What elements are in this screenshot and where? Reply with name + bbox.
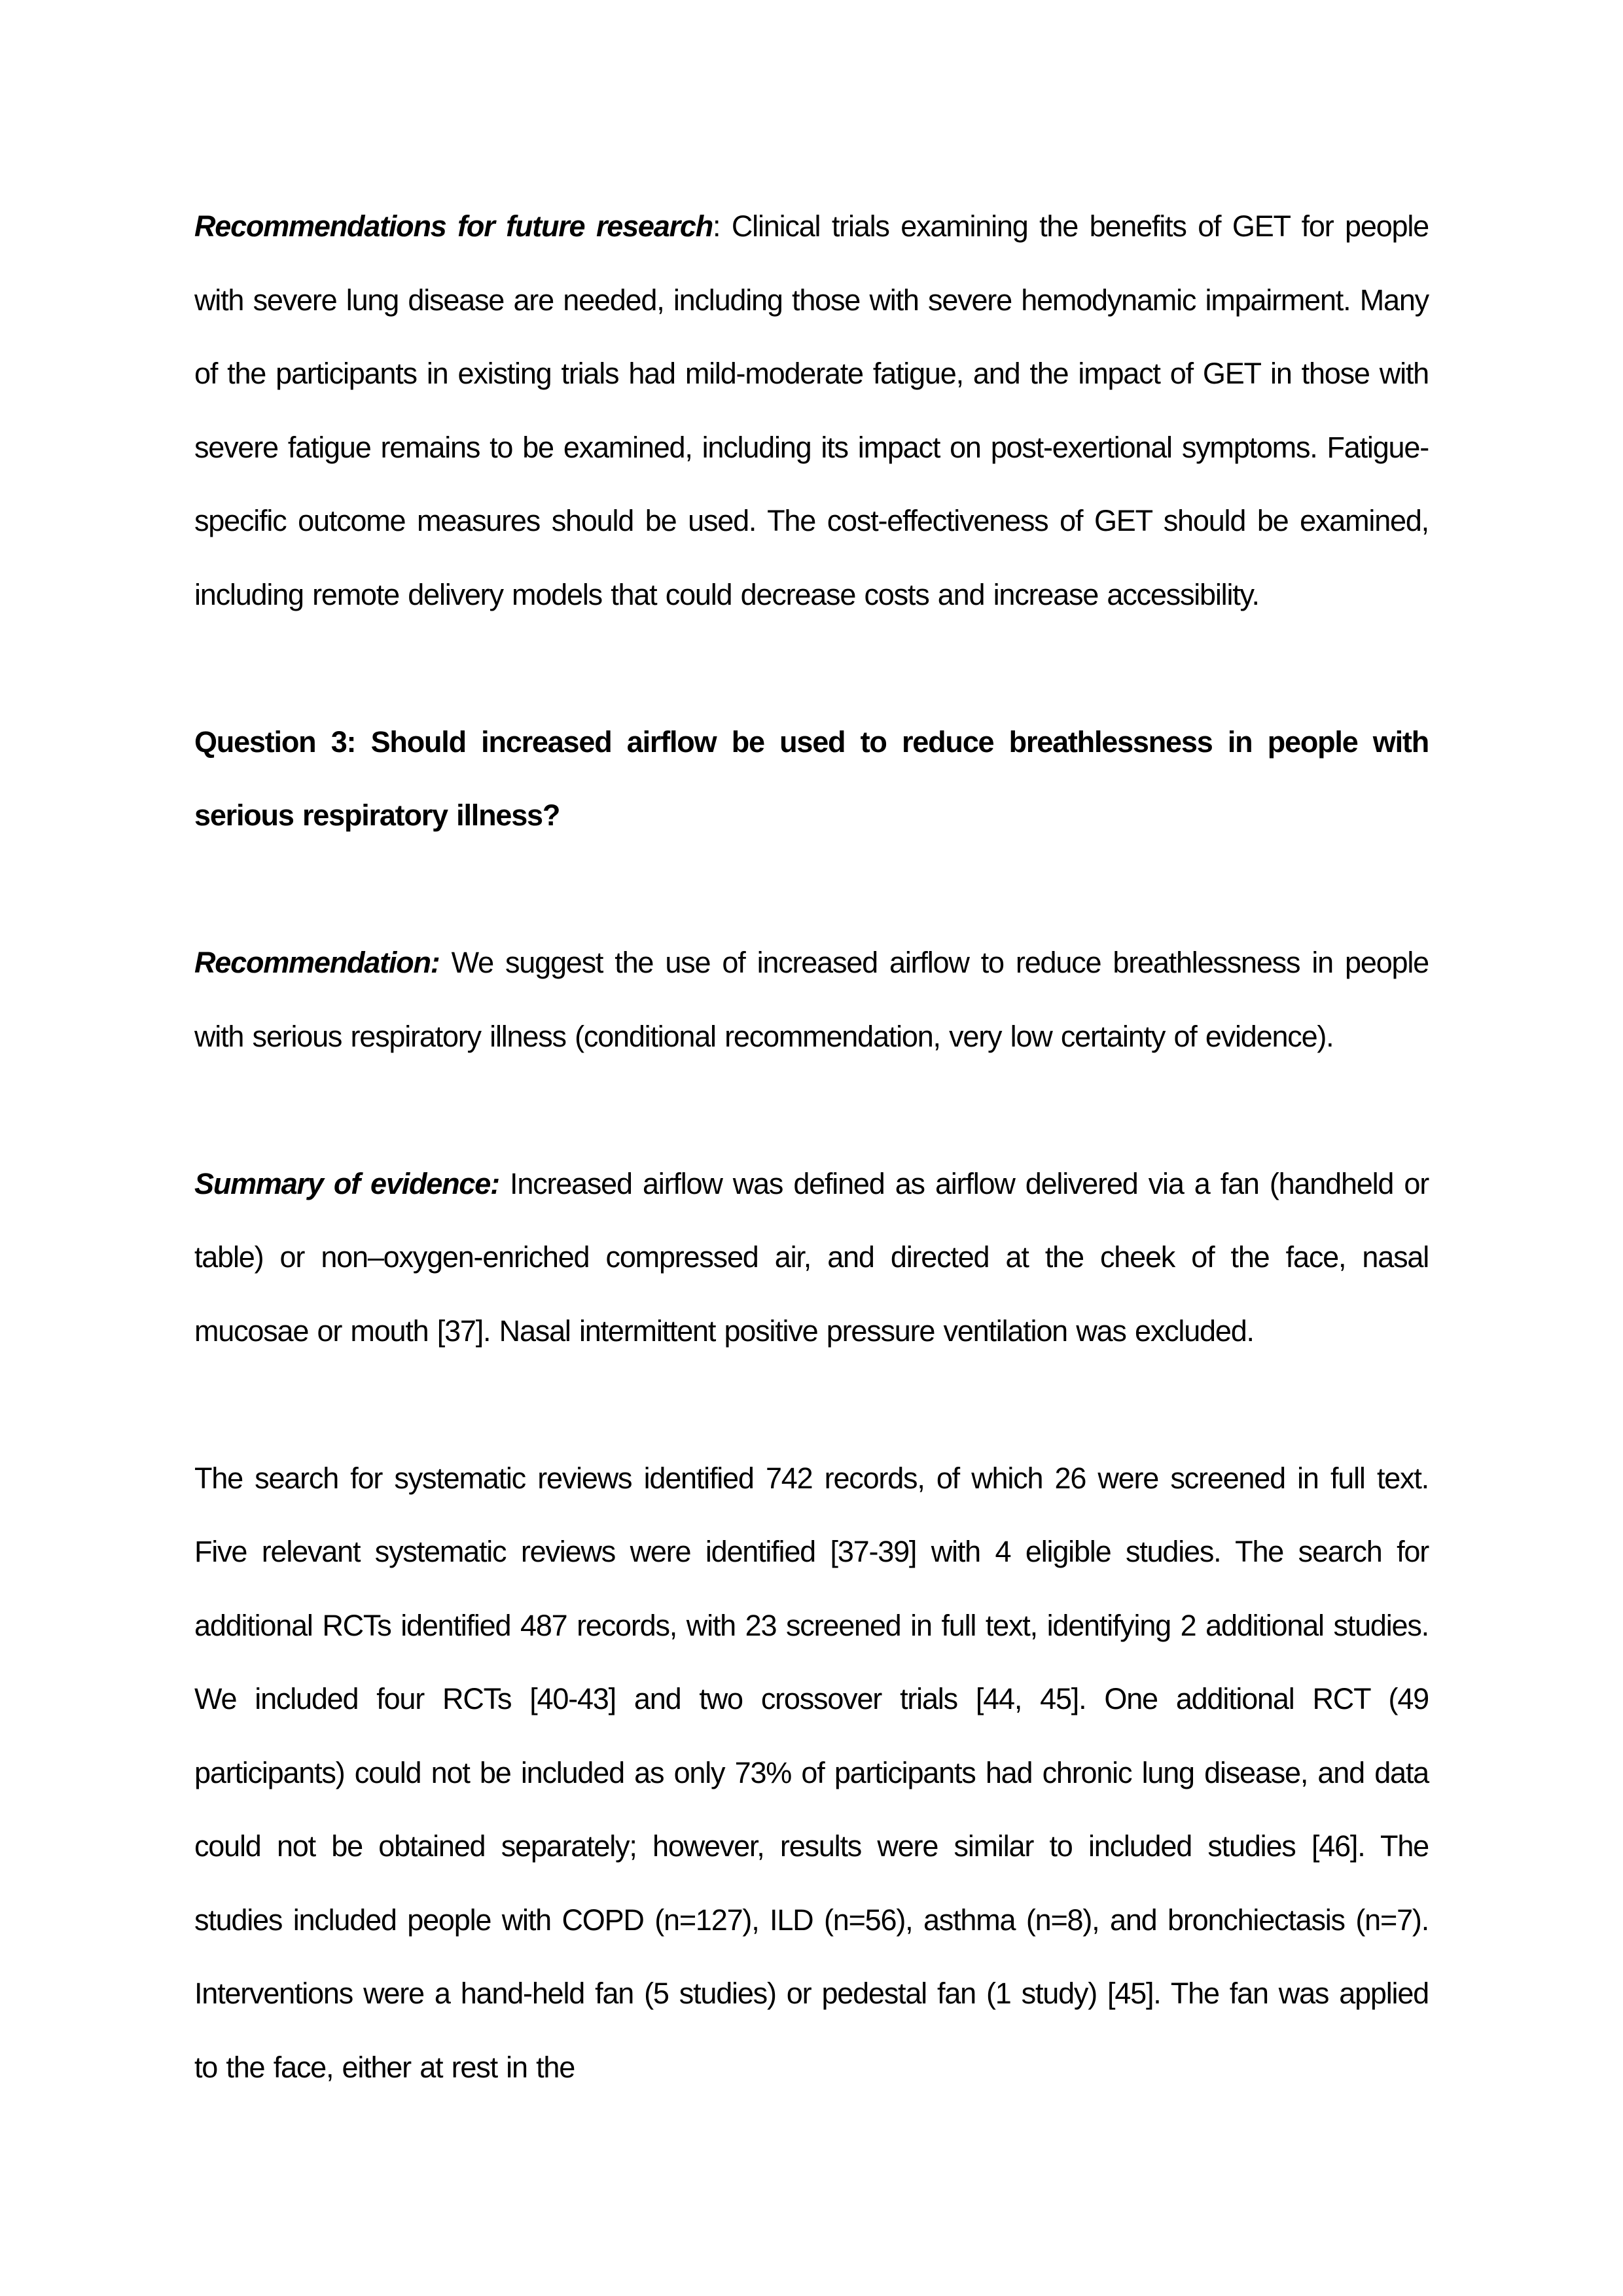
paragraph-question-heading: [194, 706, 1429, 853]
future-research-lead: Recommendations for future research: [194, 209, 713, 243]
recommendation-body: We suggest the use of increased airflow to reduce breathlessness in people with serious respiratory illness (conditional recommendation, very low certainty of evidence).: [194, 946, 1429, 1053]
paragraph-search-results: [194, 1442, 1429, 2105]
recommendation-lead: Recommendation:: [194, 946, 440, 979]
summary-of-evidence-lead: Summary of evidence:: [194, 1166, 499, 1200]
paragraph-future-research: [194, 190, 1429, 632]
paragraph-summary-of-evidence: [194, 1147, 1429, 1369]
question-heading-text: Question 3: Should increased airflow be used to reduce breathlessness in people with serious respiratory illness?: [194, 725, 1429, 832]
search-results-body: The search for systematic reviews identified 742 records, of which 26 were screened in full text. Five relevant systematic reviews were identified [37-39] with 4 eligible studies. The search for additional RCTs identified 487 records, with 23 screened in full text, identifying 2 additional studies. We included four RCTs [40-43] and two crossover trials [44, 45]. One additional RCT (49 participants) could not be included as only 73% of participants had chronic lung disease, and data could not be obtained separately; however, results were similar to included studies [46]. The studies included people with COPD (n=127), ILD (n=56), asthma (n=8), and bronchiectasis (n=7). Interventions were a hand-held fan (5 studies) or pedestal fan (1 study) [45]. The fan was applied to the face, either at rest in the: [194, 1461, 1429, 2084]
future-research-body: Clinical trials examining the benefits of GET for people with severe lung disease are needed, including those with severe hemodynamic impairment. Many of the participants in existing trials had mild-moderate fatigue, and the impact of GET in those with severe fatigue remains to be examined, including its impact on post-exertional symptoms. Fatigue-specific outcome measures should be used. The cost-effectiveness of GET should be examined, including remote delivery models that could decrease costs and increase accessibility.: [194, 209, 1429, 611]
recommendation-separator: [440, 946, 452, 979]
summary-of-evidence-body: Increased airflow was defined as airflow delivered via a fan (handheld or table) or non–oxygen-enriched compressed air, and directed at the cheek of the face, nasal mucosae or mouth [37]. Nasal intermittent positive pressure ventilation was excluded.: [194, 1166, 1429, 1348]
future-research-separator: :: [713, 209, 732, 243]
paragraph-recommendation: [194, 926, 1429, 1073]
summary-of-evidence-separator: [499, 1167, 510, 1200]
